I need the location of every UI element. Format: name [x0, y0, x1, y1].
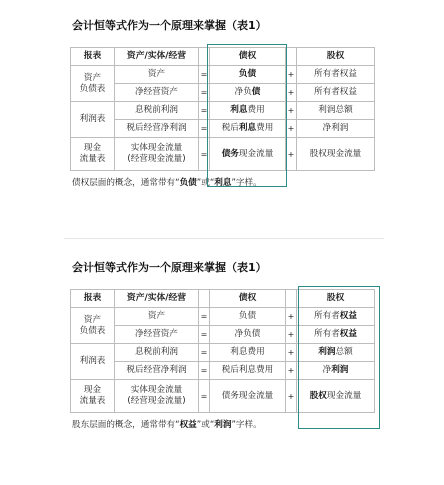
equity-cell: 所有者权益 [297, 326, 375, 344]
header-debt: 债权 [210, 48, 286, 66]
equals-sign: = [199, 138, 210, 171]
table-row [71, 308, 375, 326]
panel-title: 会计恒等式作为一个原理来掌握（表1） [72, 261, 267, 274]
debt-cell: 税后利息费用 [210, 120, 286, 138]
plus-sign: + [286, 362, 297, 380]
table-header-row [71, 290, 375, 308]
plus-sign: + [286, 308, 297, 326]
asset-cell: 净经营资产 [115, 84, 199, 102]
equals-sign: = [199, 102, 210, 120]
table-row [71, 84, 375, 102]
asset-cell: 资产 [115, 66, 199, 84]
asset-cell: 实体现金流量 (经营现金流量) [115, 380, 199, 413]
table-row [71, 120, 375, 138]
report-name: 资产 负债表 [71, 308, 115, 344]
equals-sign: = [199, 120, 210, 138]
plus-sign: + [286, 84, 297, 102]
table-header-row [71, 48, 375, 66]
debt-cell: 税后利息费用 [210, 362, 286, 380]
equals-sign: = [199, 344, 210, 362]
asset-cell: 息税前利润 [115, 102, 199, 120]
debt-cell: 债务现金流量 [210, 138, 286, 171]
caption: 债权层面的概念，通常带有“负债”或“利息”字样。 [72, 178, 262, 188]
asset-cell: 实体现金流量 (经营现金流量) [115, 138, 199, 171]
table-row [71, 362, 375, 380]
plus-sign: + [286, 120, 297, 138]
caption: 股东层面的概念，通常带有“权益”或“利润”字样。 [72, 420, 262, 430]
report-name: 利润表 [71, 344, 115, 380]
report-name: 利润表 [71, 102, 115, 138]
report-name: 现金 流量表 [71, 380, 115, 413]
equity-cell: 股权现金流量 [297, 380, 375, 413]
header-report: 报表 [71, 290, 115, 308]
header-debt: 债权 [210, 290, 286, 308]
debt-cell: 利息费用 [210, 102, 286, 120]
identity-table [70, 47, 375, 171]
asset-cell: 净经营资产 [115, 326, 199, 344]
equals-sign: = [199, 66, 210, 84]
table-row [71, 380, 375, 413]
report-name: 资产 负债表 [71, 66, 115, 102]
table-row [71, 344, 375, 362]
debt-cell: 负债 [210, 66, 286, 84]
table-wrapper [70, 289, 382, 413]
asset-cell: 资产 [115, 308, 199, 326]
identity-table [70, 289, 375, 413]
debt-cell: 利息费用 [210, 344, 286, 362]
equity-cell: 利润总额 [297, 102, 375, 120]
debt-cell: 负债 [210, 308, 286, 326]
plus-sign: + [286, 344, 297, 362]
table-wrapper [70, 47, 382, 171]
equals-sign: = [199, 326, 210, 344]
equity-cell: 净利润 [297, 362, 375, 380]
equity-cell: 净利润 [297, 120, 375, 138]
equals-sign: = [199, 362, 210, 380]
header-report: 报表 [71, 48, 115, 66]
panel-title: 会计恒等式作为一个原理来掌握（表1） [72, 19, 267, 32]
plus-sign: + [286, 380, 297, 413]
header-equity: 股权 [297, 290, 375, 308]
equals-sign: = [199, 380, 210, 413]
plus-sign: + [286, 326, 297, 344]
section-divider [64, 238, 384, 239]
header-assets: 资产/实体/经营 [115, 290, 199, 308]
report-name: 现金 流量表 [71, 138, 115, 171]
plus-sign: + [286, 138, 297, 171]
equity-cell: 利润总额 [297, 344, 375, 362]
table-row [71, 102, 375, 120]
asset-cell: 税后经营净利润 [115, 362, 199, 380]
asset-cell: 税后经营净利润 [115, 120, 199, 138]
panel-debt [70, 18, 382, 189]
debt-cell: 净负债 [210, 84, 286, 102]
asset-cell: 息税前利润 [115, 344, 199, 362]
equity-cell: 股权现金流量 [297, 138, 375, 171]
table-row [71, 326, 375, 344]
equity-cell: 所有者权益 [297, 308, 375, 326]
equity-cell: 所有者权益 [297, 84, 375, 102]
debt-cell: 净负债 [210, 326, 286, 344]
panel-equity [70, 260, 382, 431]
plus-sign: + [286, 66, 297, 84]
table-row [71, 66, 375, 84]
equity-cell: 所有者权益 [297, 66, 375, 84]
plus-sign: + [286, 102, 297, 120]
equals-sign: = [199, 308, 210, 326]
equals-sign: = [199, 84, 210, 102]
header-assets: 资产/实体/经营 [115, 48, 199, 66]
debt-cell: 债务现金流量 [210, 380, 286, 413]
table-row [71, 138, 375, 171]
header-equity: 股权 [297, 48, 375, 66]
